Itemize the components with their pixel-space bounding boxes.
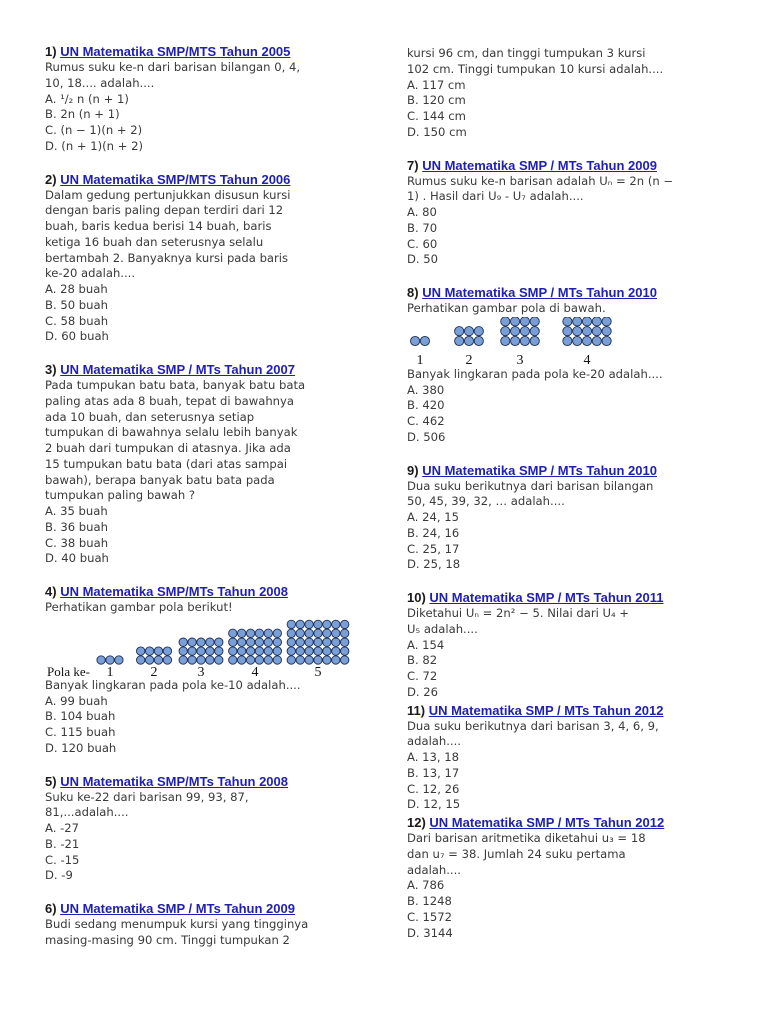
pattern-circle [323, 638, 331, 646]
question-text-line: 81,...adalah.... [45, 805, 129, 820]
answer-option: B. 120 cm [407, 93, 466, 108]
pattern-circle [188, 638, 196, 646]
question-title-link[interactable]: UN Matematika SMP / MTs Tahun 2012 [429, 815, 665, 830]
answer-option: B. 50 buah [45, 297, 108, 312]
answer-option: A. 80 [407, 205, 437, 219]
pattern-circle [106, 656, 114, 664]
pattern-circle [238, 656, 246, 664]
question-5 [45, 774, 365, 885]
question-text-line: Dua suku berikutnya dari barisan bilangan [407, 478, 654, 493]
question-text-line: adalah.... [407, 734, 461, 749]
pattern-circle [287, 629, 295, 637]
spacer [407, 573, 727, 590]
pattern-circle [255, 656, 263, 664]
pattern-label: 3 [197, 664, 205, 678]
question-body [45, 60, 365, 155]
answer-option: D. 12, 15 [407, 797, 461, 812]
question-text-line: masing-masing 90 cm. Tinggi tumpukan 2 [45, 932, 290, 947]
spacer [407, 141, 727, 158]
pattern-circle [573, 326, 582, 335]
pattern-circle [255, 647, 263, 655]
pattern-circle [255, 638, 263, 646]
pattern-circle [229, 656, 237, 664]
question-body [45, 917, 365, 949]
pattern-circle [179, 647, 187, 655]
question-title-link[interactable]: UN Matematika SMP/MTS Tahun 2005 [60, 44, 291, 59]
answer-option: B. 70 [407, 220, 438, 235]
pattern-circle [264, 629, 272, 637]
question-4 [45, 584, 365, 757]
question-heading [45, 901, 365, 917]
pattern-circle [341, 620, 349, 628]
pattern-circle [154, 647, 162, 655]
pattern-figure [407, 317, 727, 367]
pattern-circle [145, 656, 153, 664]
question-heading [407, 463, 727, 479]
question-number: 3) [45, 362, 57, 377]
pattern-circle [341, 647, 349, 655]
answer-option: C. 38 buah [45, 535, 109, 550]
answer-option: D. 506 [407, 429, 446, 444]
pattern-circle [314, 656, 322, 664]
question-text-line: ke-20 adalah.... [45, 266, 136, 281]
pattern-circle [246, 638, 254, 646]
question-title-link[interactable]: UN Matematika SMP/MTs Tahun 2008 [60, 773, 288, 789]
pattern-circle [464, 336, 473, 345]
answer-option: A. 13, 18 [407, 750, 459, 764]
pattern-circle [206, 638, 214, 646]
pattern-circle [197, 656, 205, 664]
pattern-circle [305, 620, 313, 628]
pattern-circle [264, 647, 272, 655]
spacer [45, 884, 365, 901]
question-heading [45, 584, 365, 600]
pattern-circle [305, 629, 313, 637]
question-text-line: Rumus suku ke-n dari barisan bilangan 0, 4, [45, 60, 301, 74]
pattern-circle [520, 326, 529, 335]
question-title-link[interactable]: UN Matematika SMP / MTs Tahun 2010 [422, 285, 657, 300]
question-number: 5) [45, 773, 57, 789]
pattern-circle [341, 629, 349, 637]
answer-option: C. 144 cm [407, 109, 466, 123]
answer-option: A. 380 [407, 382, 445, 397]
question-number: 4) [45, 584, 57, 599]
pattern-circle [238, 629, 246, 637]
question-9 [407, 463, 727, 574]
pattern-circle [323, 656, 331, 664]
question-body [45, 600, 365, 757]
question-text-line: Banyak lingkaran pada pola ke-20 adalah.... [407, 366, 663, 381]
answer-option: B. 2n (n + 1) [45, 107, 120, 122]
answer-option: D. 50 [407, 252, 439, 267]
pattern-circle [501, 317, 510, 326]
question-text-line: adalah.... [407, 862, 461, 877]
question-number: 9) [407, 462, 419, 478]
pattern-circle [197, 638, 205, 646]
pattern-label: 3 [516, 352, 524, 367]
question-text-line: 102 cm. Tinggi tumpukan 10 kursi adalah.... [407, 61, 664, 76]
pattern-circle [229, 647, 237, 655]
question-text-line: Banyak lingkaran pada pola ke-10 adalah.... [45, 677, 301, 692]
right-column [407, 46, 727, 941]
pattern-label: 1 [106, 664, 114, 678]
pattern-circle [455, 336, 464, 345]
question-number: 2) [45, 171, 57, 187]
question-title-link[interactable]: UN Matematika SMP / MTs Tahun 2011 [429, 590, 664, 605]
question-text-line: Dari barisan aritmetika diketahui u₃ = 18 [407, 831, 646, 845]
question-text-line: bawah), berapa banyak batu bata pada [45, 472, 275, 487]
pattern-circle [592, 317, 601, 326]
pattern-circle [582, 336, 591, 345]
pattern-circle [511, 326, 520, 335]
pattern-circle [341, 638, 349, 646]
pattern-circle [501, 336, 510, 345]
question-text-line: Dalam gedung pertunjukkan disusun kursi [45, 187, 291, 202]
pattern-circle [246, 656, 254, 664]
pattern-circle [163, 656, 171, 664]
pattern-circle [137, 647, 145, 655]
question-text-line: Budi sedang menumpuk kursi yang tingginya [45, 917, 309, 931]
pattern-circle [273, 629, 281, 637]
pattern-circle [511, 317, 520, 326]
answer-option: D. 40 buah [45, 551, 109, 566]
question-number: 8) [407, 285, 419, 300]
answer-option: C. 58 buah [45, 313, 109, 328]
question-heading [45, 172, 365, 188]
pattern-circle [455, 326, 464, 335]
pattern-circle [287, 647, 295, 655]
pattern-circle [464, 326, 473, 335]
pattern-circle [332, 647, 340, 655]
question-text-line: paling atas ada 8 buah, tepat di bawahnya [45, 393, 294, 408]
question-text-line: Diketahui Uₙ = 2n² − 5. Nilai dari U₄ + [407, 606, 630, 620]
question-body [407, 174, 727, 269]
question-number: 12) [407, 815, 426, 830]
pattern-circle [215, 638, 223, 646]
answer-option: C. (n − 1)(n + 2) [45, 123, 143, 137]
pattern-circle [97, 656, 105, 664]
question-body [407, 479, 727, 574]
pattern-circle [582, 326, 591, 335]
answer-option: B. 104 buah [45, 709, 116, 724]
pattern-label: 2 [465, 352, 473, 367]
answer-option: D. 120 buah [45, 740, 117, 755]
pattern-circle [145, 647, 153, 655]
question-10 [407, 590, 727, 701]
pattern-label: 1 [416, 352, 424, 367]
question-number: 6) [45, 901, 57, 916]
pattern-circle [474, 336, 483, 345]
question-text-line: ketiga 16 buah dan seterusnya selalu [45, 234, 264, 249]
question-heading [407, 815, 727, 831]
question-text-line: U₅ adalah.... [407, 621, 478, 636]
pattern-circle [341, 656, 349, 664]
answer-option: D. 26 [407, 684, 439, 699]
answer-option: D. -9 [45, 868, 73, 883]
answer-option: D. 150 cm [407, 124, 467, 139]
pattern-circle [592, 326, 601, 335]
question-title-link[interactable]: UN Matematika SMP / MTs Tahun 2007 [60, 362, 295, 377]
pattern-circle [296, 620, 304, 628]
question-number: 10) [407, 590, 426, 605]
pattern-circle [296, 647, 304, 655]
pattern-circle [246, 647, 254, 655]
question-heading [407, 285, 727, 301]
question-title-link[interactable]: UN Matematika SMP / MTs Tahun 2010 [422, 462, 657, 478]
pattern-circle [474, 326, 483, 335]
question-12 [407, 815, 727, 941]
question-text-line: tumpukan di bawahnya selalu lebih banyak [45, 425, 298, 440]
pattern-circle [530, 336, 539, 345]
question-6 [45, 901, 365, 949]
pattern-circle [530, 317, 539, 326]
answer-option: C. 462 [407, 414, 445, 428]
question-8 [407, 285, 727, 446]
answer-option: B. 1248 [407, 894, 452, 908]
answer-option: C. 72 [407, 669, 438, 683]
pattern-circle [602, 317, 611, 326]
question-text-line: Perhatikan gambar pola berikut! [45, 600, 233, 614]
question-title-link[interactable]: UN Matematika SMP/MTS Tahun 2006 [60, 171, 291, 187]
pattern-circle [305, 638, 313, 646]
answer-option: B. 82 [407, 653, 438, 668]
question-text-line: Suku ke-22 dari barisan 99, 93, 87, [45, 789, 249, 804]
pattern-circle [215, 647, 223, 655]
pattern-prefix: Pola ke- [47, 663, 90, 678]
pattern-circle [296, 656, 304, 664]
continued-question-6 [407, 46, 727, 141]
pattern-circle [215, 656, 223, 664]
pattern-circle [520, 336, 529, 345]
question-1 [45, 44, 365, 155]
pattern-circle [296, 629, 304, 637]
question-text-line: tumpukan paling bawah ? [45, 488, 196, 503]
answer-option: B. 36 buah [45, 519, 108, 534]
question-text-line: bertambah 2. Banyaknya kursi pada baris [45, 250, 289, 265]
pattern-circle [188, 656, 196, 664]
pattern-figure-svg [45, 616, 365, 678]
answer-option: D. 3144 [407, 925, 453, 940]
question-title-link[interactable]: UN Matematika SMP / MTs Tahun 2012 [428, 702, 664, 718]
pattern-circle [323, 620, 331, 628]
answer-option: A. -27 [45, 821, 80, 835]
question-title-link[interactable]: UN Matematika SMP/MTs Tahun 2008 [60, 584, 288, 599]
pattern-circle [264, 638, 272, 646]
question-number: 1) [45, 44, 57, 59]
pattern-circle [115, 656, 123, 664]
pattern-circle [197, 647, 205, 655]
pattern-circle [229, 638, 237, 646]
answer-option: D. 60 buah [45, 329, 109, 344]
question-heading [407, 158, 727, 174]
pattern-circle [287, 656, 295, 664]
question-text-line: Dua suku berikutnya dari barisan 3, 4, 6, 9, [407, 718, 659, 733]
pattern-circle [305, 647, 313, 655]
pattern-figure [45, 616, 365, 678]
answer-option: C. 1572 [407, 909, 452, 924]
question-heading [407, 590, 727, 606]
answer-option: C. 12, 26 [407, 781, 460, 796]
question-title-link[interactable]: UN Matematika SMP / MTs Tahun 2009 [422, 157, 657, 173]
question-3 [45, 362, 365, 567]
pattern-circle [420, 336, 429, 345]
answer-option: A. 24, 15 [407, 510, 459, 524]
question-body [407, 719, 727, 814]
answer-option: C. 25, 17 [407, 541, 460, 556]
pattern-circle [582, 317, 591, 326]
question-body [45, 790, 365, 885]
pattern-circle [296, 638, 304, 646]
question-7 [407, 158, 727, 269]
answer-option: D. (n + 1)(n + 2) [45, 138, 144, 153]
answer-option: A. 35 buah [45, 504, 108, 518]
pattern-circle [238, 647, 246, 655]
spacer [45, 155, 365, 172]
pattern-circle [255, 629, 263, 637]
pattern-circle [287, 638, 295, 646]
answer-option: B. 13, 17 [407, 765, 460, 780]
question-number: 11) [407, 702, 426, 718]
pattern-circle [238, 638, 246, 646]
question-text-line: 15 tumpukan batu bata (dari atas sampai [45, 456, 288, 471]
question-text-line: Rumus suku ke-n barisan adalah Uₙ = 2n (n − [407, 173, 674, 188]
spacer [45, 567, 365, 584]
pattern-label: 2 [150, 664, 158, 678]
question-heading [45, 44, 365, 60]
question-heading [407, 703, 727, 719]
pattern-circle [206, 656, 214, 664]
pattern-circle [314, 620, 322, 628]
answer-option: A. 786 [407, 878, 445, 893]
answer-option: C. -15 [45, 852, 80, 867]
answer-option: A. ¹/₂ n (n + 1) [45, 91, 129, 106]
pattern-circle [332, 638, 340, 646]
pattern-circle [154, 656, 162, 664]
pattern-circle [520, 317, 529, 326]
question-text-line: 2 buah dari tumpukan di atasnya. Jika ada [45, 441, 291, 455]
answer-option: D. 25, 18 [407, 557, 461, 572]
question-text-line: kursi 96 cm, dan tinggi tumpukan 3 kursi [407, 46, 646, 60]
question-body [407, 606, 727, 701]
answer-option: C. 60 [407, 236, 438, 251]
pattern-circle [563, 326, 572, 335]
question-text-line: Pada tumpukan batu bata, banyak batu bata [45, 378, 306, 392]
pattern-label: 4 [583, 352, 591, 367]
answer-option: B. -21 [45, 836, 80, 851]
question-title-link[interactable]: UN Matematika SMP / MTs Tahun 2009 [60, 901, 295, 916]
pattern-circle [332, 620, 340, 628]
pattern-circle [246, 629, 254, 637]
pattern-circle [188, 647, 196, 655]
spacer [45, 345, 365, 362]
question-text-line: 1) . Hasil dari U₉ - U₇ adalah.... [407, 189, 584, 204]
pattern-circle [323, 629, 331, 637]
pattern-circle [314, 629, 322, 637]
pattern-label: 4 [251, 664, 259, 678]
pattern-circle [273, 656, 281, 664]
pattern-circle [314, 647, 322, 655]
answer-option: B. 420 [407, 398, 445, 413]
spacer [45, 757, 365, 774]
pattern-circle [592, 336, 601, 345]
pattern-label: 5 [314, 664, 322, 678]
question-body [407, 301, 727, 446]
answer-option: A. 99 buah [45, 693, 108, 708]
question-heading [45, 362, 365, 378]
question-text-line: dan u₇ = 38. Jumlah 24 suku pertama [407, 846, 626, 861]
pattern-circle [287, 620, 295, 628]
spacer [407, 446, 727, 463]
answer-option: A. 28 buah [45, 282, 108, 296]
pattern-circle [206, 647, 214, 655]
left-column [45, 44, 365, 949]
pattern-circle [179, 656, 187, 664]
question-number: 7) [407, 157, 419, 173]
question-body [45, 378, 365, 567]
pattern-circle [163, 647, 171, 655]
question-body [45, 188, 365, 346]
question-body [407, 831, 727, 941]
question-text-line: dengan baris paling depan terdiri dari 12 [45, 203, 284, 218]
answer-option: B. 24, 16 [407, 525, 460, 540]
pattern-circle [530, 326, 539, 335]
pattern-circle [314, 638, 322, 646]
question-11 [407, 703, 727, 814]
pattern-circle [273, 647, 281, 655]
answer-option: C. 115 buah [45, 725, 116, 739]
question-heading [45, 774, 365, 790]
pattern-figure-svg [407, 317, 727, 367]
pattern-circle [264, 656, 272, 664]
pattern-circle [602, 326, 611, 335]
question-2 [45, 172, 365, 346]
pattern-circle [137, 656, 145, 664]
answer-option: A. 154 [407, 637, 445, 652]
pattern-circle [229, 629, 237, 637]
question-text-line: 50, 45, 39, 32, … adalah.... [407, 494, 565, 509]
pattern-circle [332, 629, 340, 637]
pattern-circle [411, 336, 420, 345]
question-text-line: 10, 18.... adalah.... [45, 75, 155, 90]
pattern-circle [273, 638, 281, 646]
question-text-line: Perhatikan gambar pola di bawah. [407, 301, 606, 315]
pattern-circle [501, 326, 510, 335]
question-text-line: ada 10 buah, dan seterusnya setiap [45, 409, 255, 424]
pattern-circle [573, 336, 582, 345]
pattern-circle [332, 656, 340, 664]
pattern-circle [563, 336, 572, 345]
pattern-circle [573, 317, 582, 326]
pattern-circle [563, 317, 572, 326]
spacer [407, 268, 727, 285]
question-text-line: buah, baris kedua berisi 14 buah, baris [45, 219, 272, 233]
pattern-circle [305, 656, 313, 664]
pattern-circle [602, 336, 611, 345]
pattern-circle [179, 638, 187, 646]
answer-option: A. 117 cm [407, 77, 466, 92]
pattern-circle [323, 647, 331, 655]
pattern-circle [511, 336, 520, 345]
